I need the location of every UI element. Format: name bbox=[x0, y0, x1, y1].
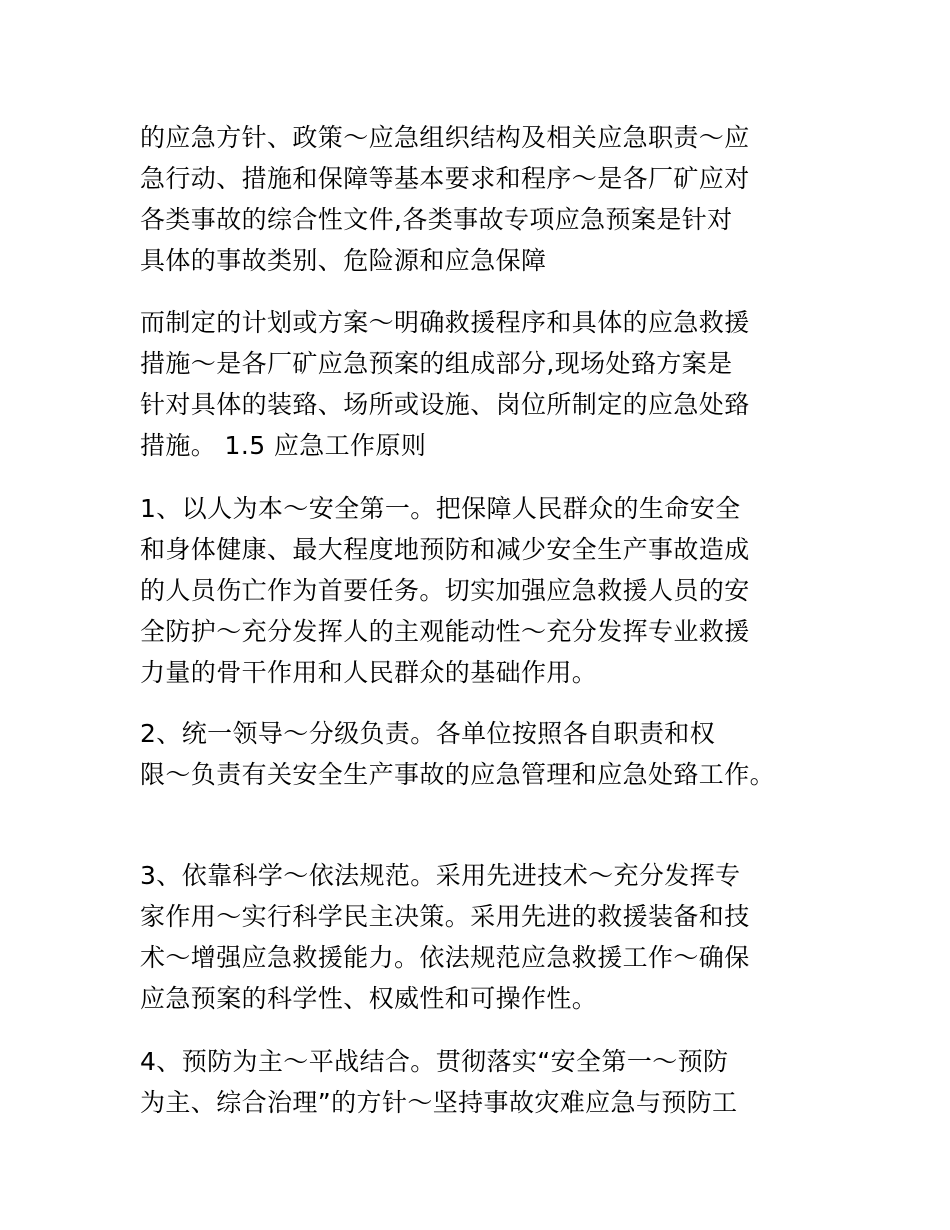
paragraph-6 bbox=[140, 1041, 830, 1123]
paragraph-2 bbox=[140, 302, 830, 466]
text-line: 家作用～实行科学民主决策。采用先进的救援装备和技 bbox=[140, 902, 750, 931]
paragraph-5 bbox=[140, 855, 830, 1019]
text-line: 各类事故的综合性文件,各类事故专项应急预案是针对 bbox=[140, 205, 733, 234]
text-line: 应急预案的科学性、权威性和可操作性。 bbox=[140, 984, 598, 1013]
text-line: 术～增强应急救援能力。依法规范应急救援工作～确保 bbox=[140, 943, 750, 972]
text-line: 为主、综合治理”的方针～坚持事故灾难应急与预防工 bbox=[140, 1088, 738, 1117]
text-line: 2、统一领导～分级负责。各单位按照各自职责和权 bbox=[140, 719, 716, 748]
text-line: 力量的骨干作用和人民群众的基础作用。 bbox=[140, 658, 598, 687]
text-line: 措施～是各厂矿应急预案的组成部分,现场处臵方案是 bbox=[140, 349, 733, 378]
text-line: 的人员伤亡作为首要任务。切实加强应急救援人员的安 bbox=[140, 576, 750, 605]
text-line: 3、依靠科学～依法规范。采用先进技术～充分发挥专 bbox=[140, 861, 741, 890]
text-line: 和身体健康、最大程度地预防和减少安全生产事故造成 bbox=[140, 535, 750, 564]
text-line: 具体的事故类别、危险源和应急保障 bbox=[140, 246, 547, 275]
text-line: 急行动、措施和保障等基本要求和程序～是各厂矿应对 bbox=[140, 164, 750, 193]
text-line: 措施。 1.5 应急工作原则 bbox=[140, 431, 427, 460]
paragraph-3 bbox=[140, 488, 830, 693]
text-line: 4、预防为主～平战结合。贯彻落实“安全第一～预防 bbox=[140, 1047, 729, 1076]
text-line: 限～负责有关安全生产事故的应急管理和应急处臵工作。 bbox=[140, 760, 776, 789]
paragraph-4 bbox=[140, 713, 830, 795]
text-line: 全防护～充分发挥人的主观能动性～充分发挥专业救援 bbox=[140, 617, 750, 646]
text-line: 1、以人为本～安全第一。把保障人民群众的生命安全 bbox=[140, 494, 741, 523]
text-line: 针对具体的装臵、场所或设施、岗位所制定的应急处臵 bbox=[140, 390, 750, 419]
paragraph-1 bbox=[140, 117, 830, 281]
text-line: 的应急方针、政策～应急组织结构及相关应急职责～应 bbox=[140, 123, 750, 152]
text-line: 而制定的计划或方案～明确救援程序和具体的应急救援 bbox=[140, 308, 750, 337]
